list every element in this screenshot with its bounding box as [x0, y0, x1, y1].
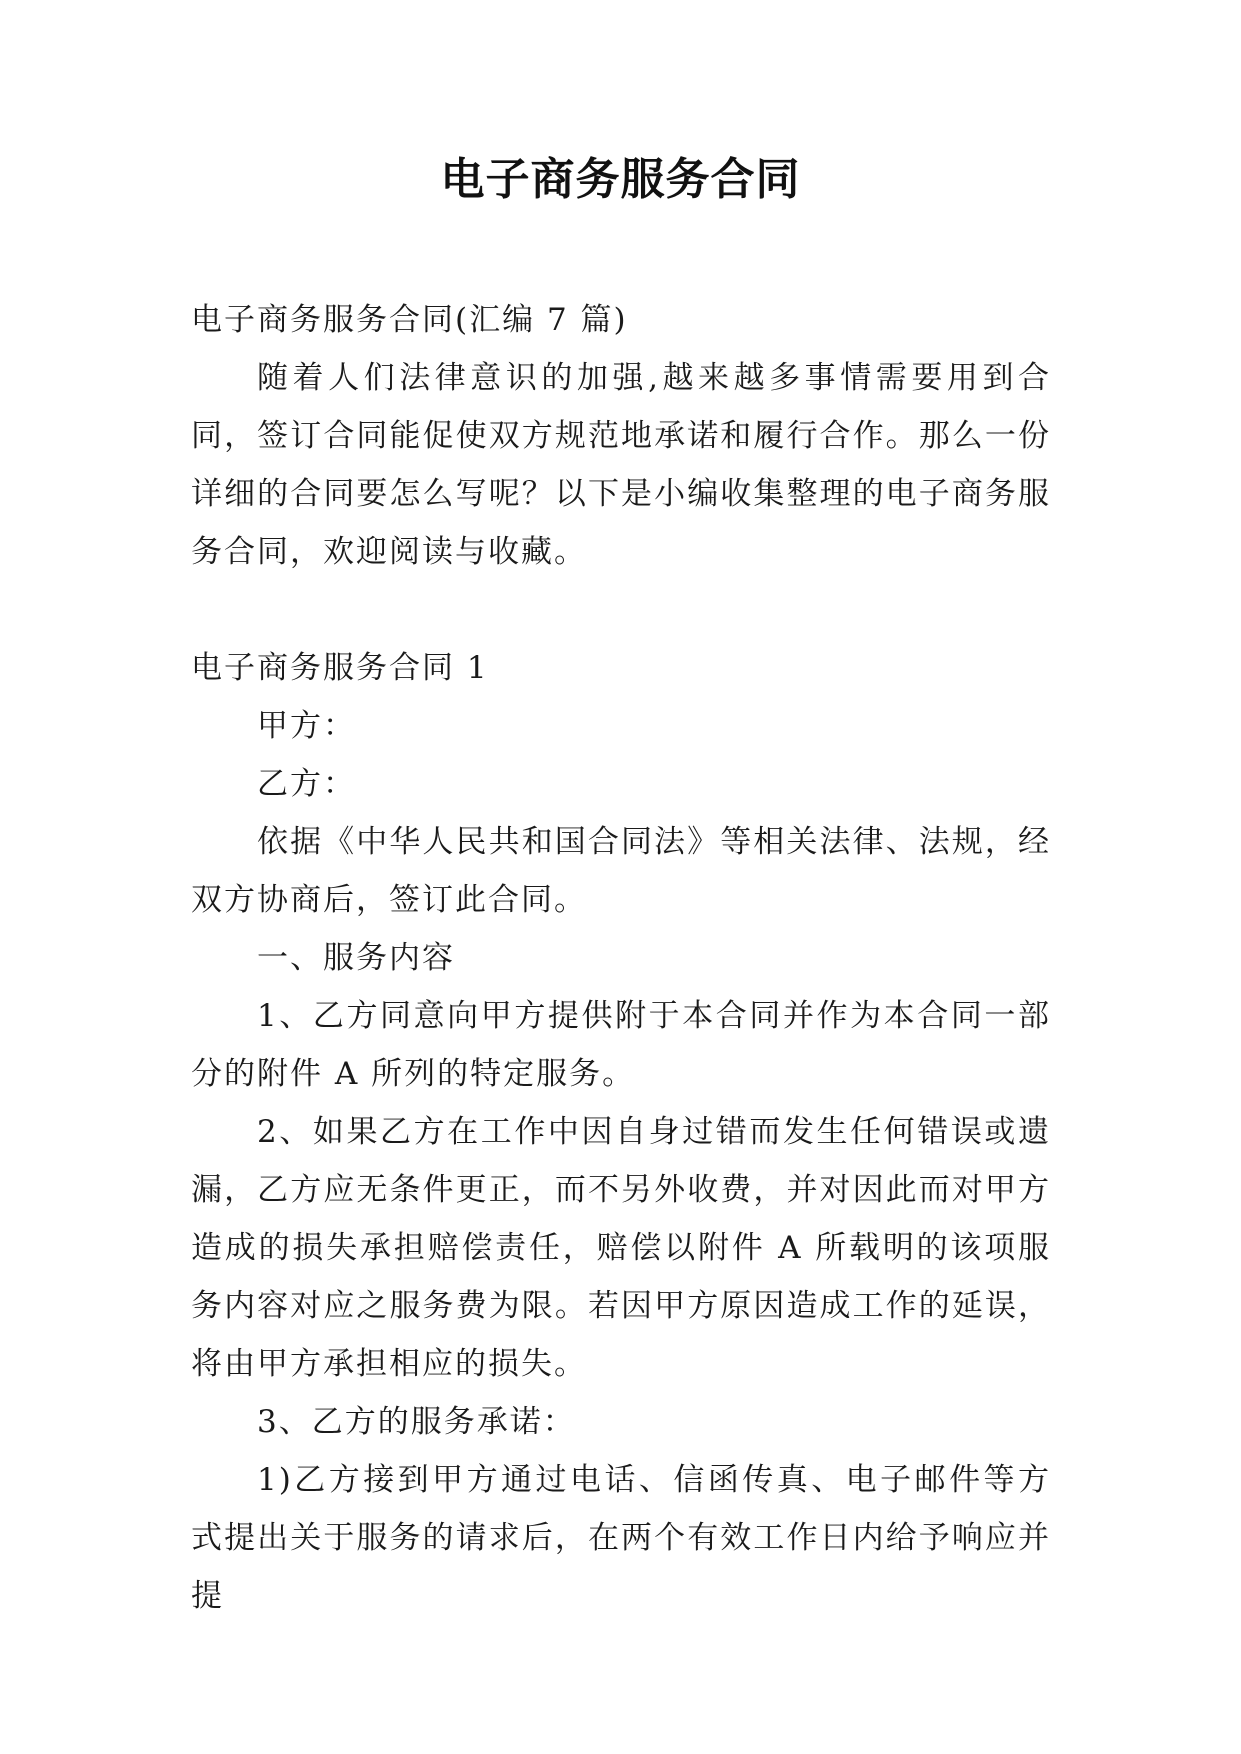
party-b-line: 乙方：: [257, 766, 356, 802]
clause-item-3: 3、乙方的服务承诺：: [257, 1404, 576, 1440]
document-subtitle: 电子商务服务合同(汇编 7 篇): [191, 302, 628, 338]
clause-item-2: 2、如果乙方在工作中因自身过错而发生任何错误或遗漏，乙方应无条件更正，而不另外收费，并对因此而对甲方造成的损失承担赔偿责任，赔偿以附件 A 所载明的该项服务内容对应之服务费为限。若因甲方原因造成工作的延误，将由甲方承担相应的损失。: [191, 1114, 1051, 1382]
section-heading: 电子商务服务合同 1: [191, 650, 489, 686]
document-body: [191, 291, 1051, 1625]
intro-paragraph: 随着人们法律意识的加强,越来越多事情需要用到合同，签订合同能促使双方规范地承诺和履行合作。那么一份详细的合同要怎么写呢？以下是小编收集整理的电子商务服务合同，欢迎阅读与收藏。: [191, 360, 1051, 570]
party-a-line: 甲方：: [257, 708, 356, 744]
document-title: 电子商务服务合同: [440, 154, 801, 205]
clause-item-1: 1、乙方同意向甲方提供附于本合同并作为本合同一部分的附件 A 所列的特定服务。: [191, 998, 1051, 1092]
clause-heading: 一、服务内容: [257, 940, 455, 976]
clause-item-3-1: 1)乙方接到甲方通过电话、信函传真、电子邮件等方式提出关于服务的请求后，在两个有效工作日内给予响应并提: [191, 1462, 1051, 1614]
basis-paragraph: 依据《中华人民共和国合同法》等相关法律、法规，经双方协商后，签订此合同。: [191, 824, 1051, 918]
